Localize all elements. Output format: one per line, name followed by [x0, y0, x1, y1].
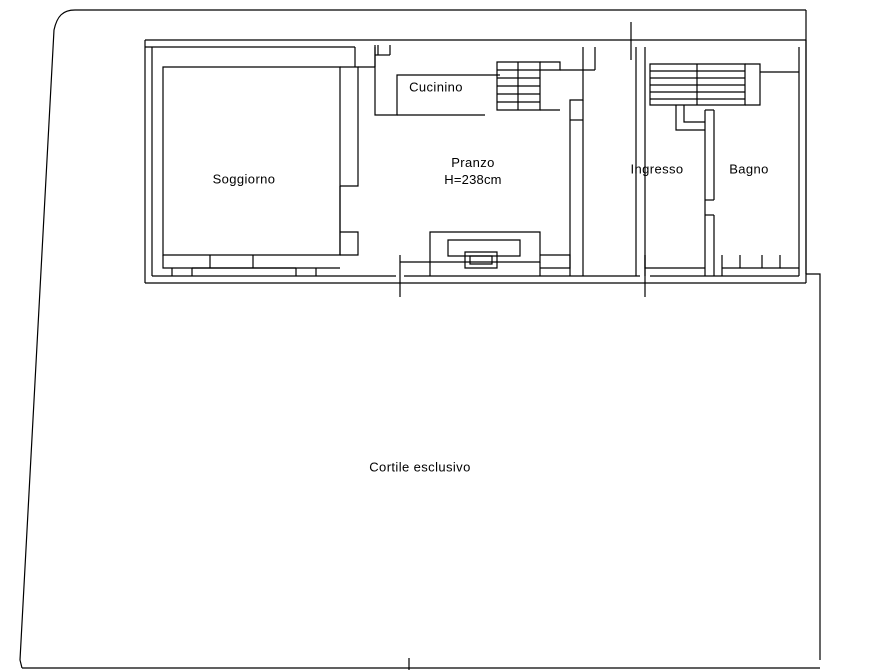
room-label-pranzo	[444, 154, 501, 188]
bagno-bottom-band	[722, 255, 780, 268]
room-label-cucinino	[409, 79, 463, 96]
room-label-pranzo-text: Pranzo	[451, 155, 495, 170]
stair-landing-right	[540, 62, 560, 70]
room-label-cortile-esclusivo	[369, 459, 470, 476]
room-label-ingresso	[630, 161, 683, 178]
room-label-ingresso-text: Ingresso	[630, 161, 684, 177]
room-label-pranzo-height: H=238cm	[444, 172, 502, 187]
soggiorno-wall-bottom-band	[163, 255, 340, 268]
soggiorno-wall-thickness-right	[340, 67, 358, 186]
pranzo-counter-right	[540, 255, 570, 268]
soggiorno-inner-wall	[163, 67, 340, 255]
room-label-soggiorno	[213, 171, 276, 188]
room-label-bagno	[729, 161, 769, 178]
stair-right-descend	[676, 105, 705, 130]
stair-right-landing	[745, 64, 760, 105]
pranzo-wall-right	[570, 47, 583, 276]
lot-boundary-left	[20, 10, 75, 668]
pranzo-bath-block	[430, 232, 540, 262]
room-label-soggiorno-text: Soggiorno	[212, 171, 276, 187]
room-label-cortile-text: Cortile esclusivo	[369, 459, 471, 475]
room-label-bagno-text: Bagno	[729, 161, 769, 177]
lot-boundary-right	[806, 274, 820, 660]
stair-right-descend-inner	[684, 105, 705, 122]
ingresso-bottom-band	[645, 255, 705, 268]
room-label-cucinino-text: Cucinino	[409, 79, 463, 95]
soggiorno-niche-lower	[340, 232, 358, 255]
pranzo-fixture-inner	[448, 240, 520, 256]
pranzo-fixture-small-inner	[470, 256, 492, 264]
